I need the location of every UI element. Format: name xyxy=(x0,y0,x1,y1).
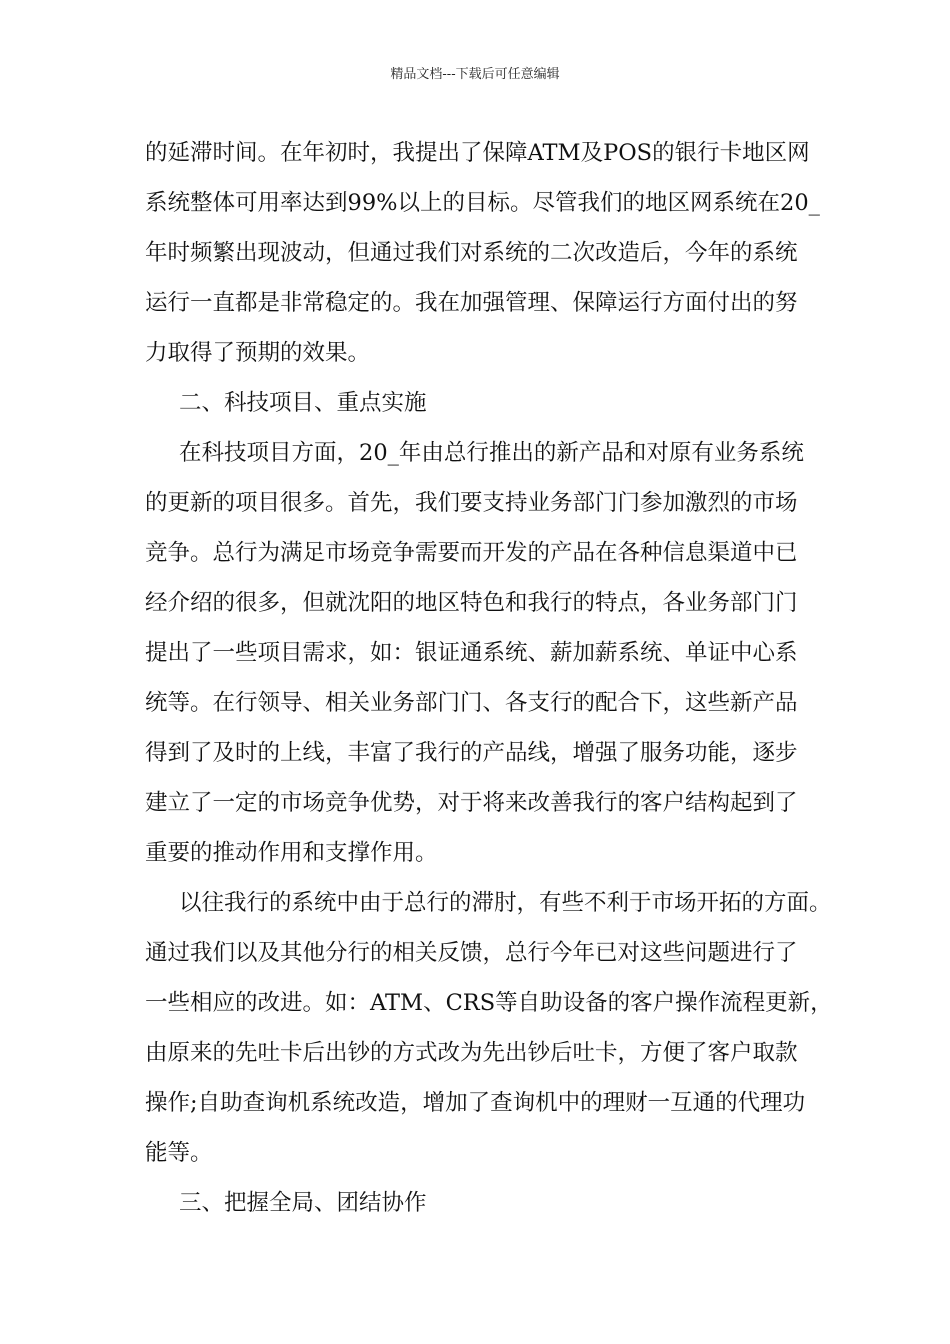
text-line: 竞争。总行为满足市场竞争需要而开发的产品在各种信息渠道中已 xyxy=(145,540,798,566)
text-line: 建立了一定的市场竞争优势，对于将来改善我行的客户结构起到了 xyxy=(145,790,798,816)
text-line: 经介绍的很多，但就沈阳的地区特色和我行的特点，各业务部门门 xyxy=(145,590,798,616)
text-line: 运行一直都是非常稳定的。我在加强管理、保障运行方面付出的努 xyxy=(145,290,798,316)
text-line: 以往我行的系统中由于总行的滞肘，有些不利于市场开拓的方面。 xyxy=(179,890,832,916)
text-line: 得到了及时的上线，丰富了我行的产品线，增强了服务功能，逐步 xyxy=(145,740,798,766)
text-line: 在科技项目方面，20_年由总行推出的新产品和对原有业务系统 xyxy=(179,440,804,466)
text-line: 系统整体可用率达到99%以上的目标。尽管我们的地区网系统在20_ xyxy=(145,190,820,216)
text-line: 统等。在行领导、相关业务部门门、各支行的配合下，这些新产品 xyxy=(145,690,798,716)
document-body xyxy=(145,128,833,1228)
section-heading: 二、科技项目、重点实施 xyxy=(179,390,427,416)
text-line: 提出了一些项目需求，如：银证通系统、薪加薪系统、单证中心系 xyxy=(145,640,798,666)
text-line: 操作;自助查询机系统改造，增加了查询机中的理财一互通的代理功 xyxy=(145,1090,806,1116)
page-header: 精品文档---下载后可任意编辑 xyxy=(390,67,560,82)
text-line: 由原来的先吐卡后出钞的方式改为先出钞后吐卡，方便了客户取款 xyxy=(145,1040,798,1066)
text-line: 通过我们以及其他分行的相关反馈，总行今年已对这些问题进行了 xyxy=(145,940,798,966)
text-line: 重要的推动作用和支撑作用。 xyxy=(145,840,438,866)
text-line: 的延滞时间。在年初时，我提出了保障ATM及POS的银行卡地区网 xyxy=(145,140,810,166)
text-line: 年时频繁出现波动，但通过我们对系统的二次改造后，今年的系统 xyxy=(145,240,798,266)
text-line: 力取得了预期的效果。 xyxy=(145,340,371,366)
text-line: 能等。 xyxy=(145,1140,213,1166)
text-line: 的更新的项目很多。首先，我们要支持业务部门门参加激烈的市场 xyxy=(145,490,798,516)
text-line: 一些相应的改进。如：ATM、CRS等自助设备的客户操作流程更新， xyxy=(145,990,833,1016)
section-heading: 三、把握全局、团结协作 xyxy=(179,1190,427,1216)
